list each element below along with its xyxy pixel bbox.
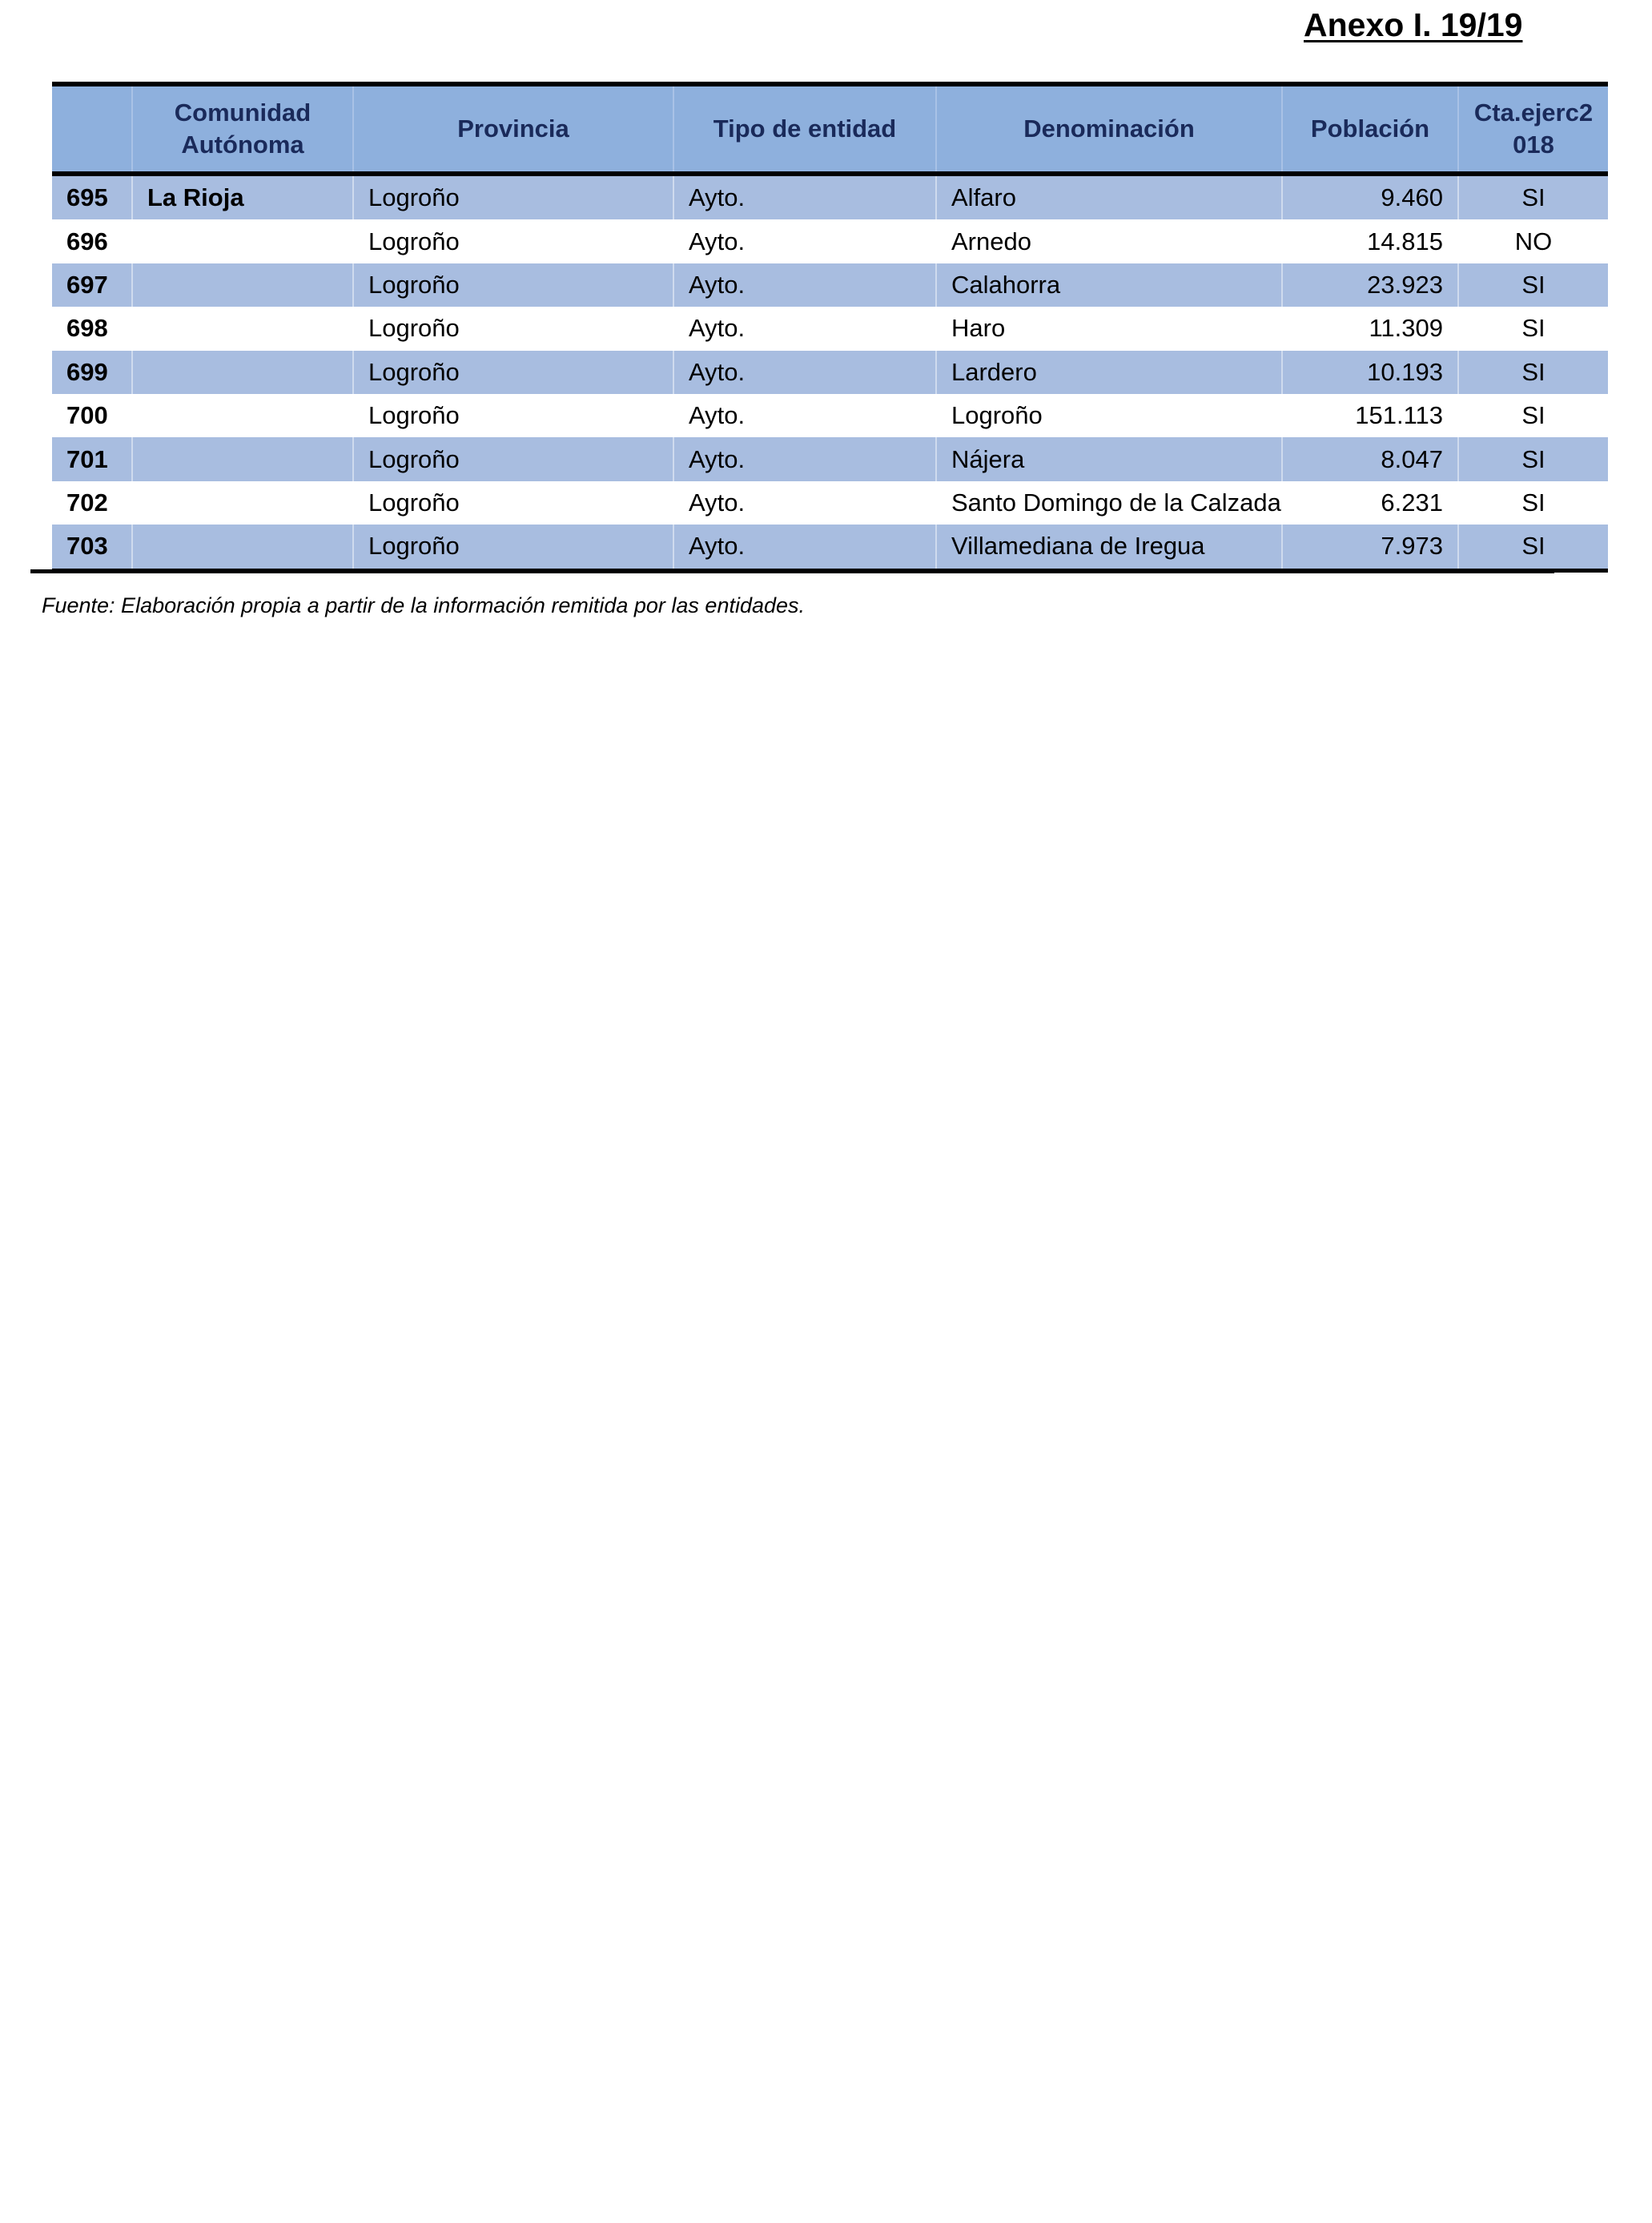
row-denominacion: Arnedo [936, 219, 1282, 263]
row-cta: SI [1521, 314, 1545, 343]
row-number: 703 [52, 525, 132, 570]
row-denominacion: Villamediana de Iregua [936, 525, 1282, 570]
row-tipo: Ayto. [673, 219, 936, 263]
column-header-provincia: Provincia [353, 84, 673, 174]
row-tipo: Ayto. [673, 174, 936, 219]
row-comunidad [132, 394, 353, 437]
row-tipo: Ayto. [673, 525, 936, 570]
row-poblacion: 14.815 [1282, 219, 1458, 263]
row-poblacion: 11.309 [1282, 307, 1458, 350]
row-tipo: Ayto. [673, 351, 936, 394]
row-provincia: Logroño [353, 525, 673, 570]
row-denominacion: Nájera [936, 437, 1282, 480]
table-row [52, 174, 1608, 219]
table-row [52, 394, 1608, 437]
entities-table [52, 82, 1608, 573]
row-provincia: Logroño [353, 481, 673, 525]
row-cta: SI [1521, 444, 1545, 473]
row-denominacion: Alfaro [936, 174, 1282, 219]
column-header-number [52, 84, 132, 174]
column-header-comunidad: Comunidad Autónoma [132, 84, 353, 174]
row-cta: SI [1521, 270, 1545, 299]
row-cta: SI [1521, 357, 1545, 386]
row-denominacion: Logroño [936, 394, 1282, 437]
row-poblacion: 23.923 [1282, 263, 1458, 307]
row-poblacion: 7.973 [1282, 525, 1458, 570]
row-denominacion: Santo Domingo de la Calzada [936, 481, 1282, 525]
row-cta: SI [1521, 183, 1545, 212]
row-comunidad: La Rioja [132, 174, 353, 219]
row-provincia: Logroño [353, 437, 673, 480]
row-number: 700 [52, 394, 132, 437]
row-denominacion: Haro [936, 307, 1282, 350]
row-number: 698 [52, 307, 132, 350]
row-tipo: Ayto. [673, 481, 936, 525]
row-number: 696 [52, 219, 132, 263]
row-number: 702 [52, 481, 132, 525]
column-header-poblacion: Población [1282, 84, 1458, 174]
table-row [52, 481, 1608, 525]
bottom-divider [30, 569, 1554, 573]
row-provincia: Logroño [353, 307, 673, 350]
source-note: Fuente: Elaboración propia a partir de la información remitida por las entidades. [42, 593, 806, 617]
table-row [52, 219, 1608, 263]
table-row [52, 525, 1608, 570]
row-tipo: Ayto. [673, 263, 936, 307]
row-number: 697 [52, 263, 132, 307]
row-cta: SI [1521, 401, 1545, 430]
row-poblacion: 10.193 [1282, 351, 1458, 394]
column-header-tipo: Tipo de entidad [673, 84, 936, 174]
row-comunidad [132, 307, 353, 350]
row-provincia: Logroño [353, 394, 673, 437]
table-row [52, 263, 1608, 307]
row-comunidad [132, 351, 353, 394]
column-header-cta: Cta.ejerc2 018 [1473, 98, 1594, 159]
row-number: 695 [52, 174, 132, 219]
row-tipo: Ayto. [673, 394, 936, 437]
row-comunidad [132, 437, 353, 480]
row-denominacion: Calahorra [936, 263, 1282, 307]
row-cta: SI [1521, 532, 1545, 561]
annex-title: Anexo I. 19/19 [1304, 6, 1523, 43]
table-header-row [52, 84, 1608, 174]
row-provincia: Logroño [353, 263, 673, 307]
row-poblacion: 9.460 [1282, 174, 1458, 219]
row-comunidad [132, 263, 353, 307]
row-poblacion: 6.231 [1282, 481, 1458, 525]
table-row [52, 351, 1608, 394]
row-provincia: Logroño [353, 219, 673, 263]
row-tipo: Ayto. [673, 437, 936, 480]
row-cta: SI [1521, 488, 1545, 517]
entities-table-container [52, 82, 1608, 573]
table-row [52, 437, 1608, 480]
column-header-denominacion: Denominación [936, 84, 1282, 174]
table-row [52, 307, 1608, 350]
row-poblacion: 8.047 [1282, 437, 1458, 480]
row-number: 699 [52, 351, 132, 394]
row-provincia: Logroño [353, 174, 673, 219]
row-denominacion: Lardero [936, 351, 1282, 394]
row-poblacion: 151.113 [1282, 394, 1458, 437]
row-provincia: Logroño [353, 351, 673, 394]
row-comunidad [132, 219, 353, 263]
row-tipo: Ayto. [673, 307, 936, 350]
row-cta: NO [1514, 227, 1553, 255]
row-comunidad [132, 525, 353, 570]
row-number: 701 [52, 437, 132, 480]
row-comunidad [132, 481, 353, 525]
